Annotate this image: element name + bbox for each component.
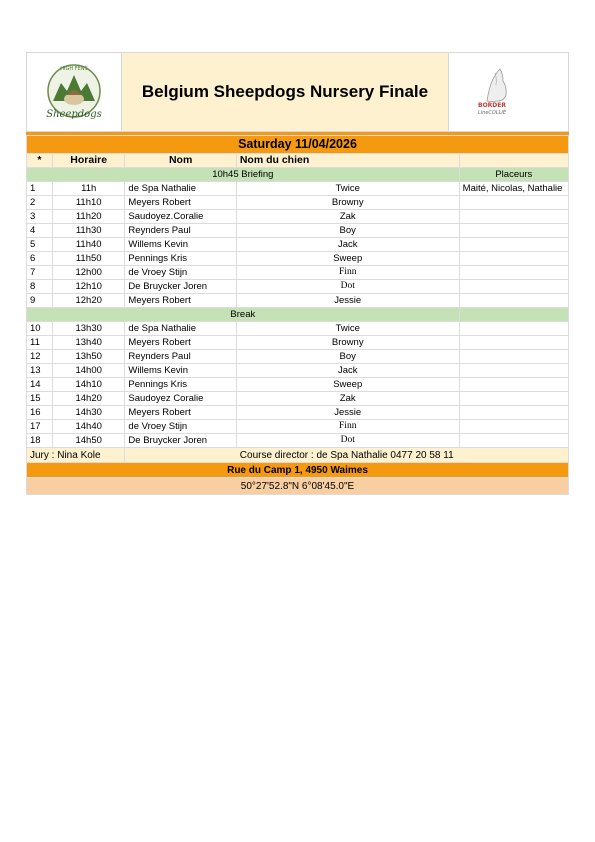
run-number: 8: [27, 280, 53, 294]
run-dog: Browny: [236, 196, 459, 210]
table-row: [27, 378, 569, 392]
col-handler: Nom: [125, 154, 236, 168]
run-time: 13h50: [52, 350, 124, 364]
placeurs-header: Placeurs: [459, 168, 568, 182]
table-row: [27, 280, 569, 294]
header-block: [26, 52, 569, 132]
run-number: 7: [27, 266, 53, 280]
run-handler: De Bruycker Joren: [125, 280, 236, 294]
run-dog: Dot: [236, 434, 459, 448]
run-number: 10: [27, 322, 53, 336]
placeurs-cell: [459, 420, 568, 434]
run-time: 11h20: [52, 210, 124, 224]
run-handler: Meyers Robert: [125, 294, 236, 308]
run-handler: Meyers Robert: [125, 406, 236, 420]
run-time: 12h10: [52, 280, 124, 294]
run-number: 17: [27, 420, 53, 434]
run-number: 4: [27, 224, 53, 238]
run-dog: Zak: [236, 392, 459, 406]
table-row: [27, 434, 569, 448]
placeurs-cell: [459, 294, 568, 308]
run-number: 3: [27, 210, 53, 224]
course-director-label: Course director : de Spa Nathalie 0477 20 58 11: [125, 448, 569, 463]
table-row: [27, 266, 569, 280]
run-dog: Dot: [236, 280, 459, 294]
table-row: [27, 294, 569, 308]
column-header-row: [27, 154, 569, 168]
run-handler: Pennings Kris: [125, 378, 236, 392]
run-handler: Pennings Kris: [125, 252, 236, 266]
run-number: 12: [27, 350, 53, 364]
briefing-label: 10h45 Briefing: [27, 168, 460, 182]
run-handler: De Bruycker Joren: [125, 434, 236, 448]
footer-coordinates-row: [27, 478, 569, 495]
table-row: [27, 196, 569, 210]
run-dog: Zak: [236, 210, 459, 224]
table-row: [27, 224, 569, 238]
run-dog: Twice: [236, 322, 459, 336]
run-dog: Boy: [236, 224, 459, 238]
coordinates-label: 50°27'52.8"N 6°08'45.0"E: [27, 478, 569, 495]
run-handler: Saudoyez Coralie: [125, 392, 236, 406]
run-handler: de Vroey Stijn: [125, 266, 236, 280]
page-title: Belgium Sheepdogs Nursery Finale: [122, 53, 449, 131]
run-dog: Browny: [236, 336, 459, 350]
run-handler: Reynders Paul: [125, 350, 236, 364]
run-number: 1: [27, 182, 53, 196]
run-handler: Willems Kevin: [125, 238, 236, 252]
run-dog: Sweep: [236, 378, 459, 392]
run-number: 15: [27, 392, 53, 406]
run-time: 14h20: [52, 392, 124, 406]
col-dog: Nom du chien: [236, 154, 459, 168]
run-number: 16: [27, 406, 53, 420]
placeurs-cell: [459, 196, 568, 210]
run-handler: Reynders Paul: [125, 224, 236, 238]
run-handler: Saudoyez.Coralie: [125, 210, 236, 224]
run-handler: Meyers Robert: [125, 336, 236, 350]
briefing-row: [27, 168, 569, 182]
run-time: 12h20: [52, 294, 124, 308]
placeurs-cell: [459, 266, 568, 280]
run-time: 14h50: [52, 434, 124, 448]
run-time: 14h30: [52, 406, 124, 420]
collie-logo-icon: [449, 53, 568, 131]
run-time: 11h: [52, 182, 124, 196]
address-label: Rue du Camp 1, 4950 Waimes: [27, 463, 569, 478]
table-row: [27, 406, 569, 420]
run-time: 14h40: [52, 420, 124, 434]
run-dog: Finn: [236, 420, 459, 434]
run-dog: Jack: [236, 238, 459, 252]
run-time: 11h10: [52, 196, 124, 210]
table-row: [27, 336, 569, 350]
run-time: 13h30: [52, 322, 124, 336]
svg-text:LineCOLLIE: LineCOLLIE: [478, 110, 507, 116]
placeurs-cell: [459, 350, 568, 364]
placeurs-cell: [459, 224, 568, 238]
run-time: 14h00: [52, 364, 124, 378]
placeurs-cell: [459, 238, 568, 252]
svg-text:BORDER: BORDER: [478, 102, 506, 109]
day-label: Saturday 11/04/2026: [27, 136, 569, 154]
high-fens-sheepdogs-logo: [27, 53, 122, 131]
placeurs-cell: [459, 392, 568, 406]
break-row: [27, 308, 569, 322]
run-number: 5: [27, 238, 53, 252]
run-number: 6: [27, 252, 53, 266]
border-line-collie-logo: [449, 53, 568, 131]
run-time: 11h50: [52, 252, 124, 266]
run-time: 11h30: [52, 224, 124, 238]
table-row: [27, 392, 569, 406]
run-handler: de Spa Nathalie: [125, 322, 236, 336]
svg-text:HIGH FENS: HIGH FENS: [60, 66, 88, 72]
footer-address-row: [27, 463, 569, 478]
run-time: 11h40: [52, 238, 124, 252]
run-handler: de Spa Nathalie: [125, 182, 236, 196]
run-number: 18: [27, 434, 53, 448]
day-row: [27, 136, 569, 154]
table-row: [27, 210, 569, 224]
run-handler: Willems Kevin: [125, 364, 236, 378]
table-row: [27, 350, 569, 364]
run-time: 13h40: [52, 336, 124, 350]
table-row: [27, 322, 569, 336]
placeurs-cell: [459, 280, 568, 294]
placeurs-cell: [459, 364, 568, 378]
run-dog: Sweep: [236, 252, 459, 266]
col-empty: [459, 154, 568, 168]
placeurs-cell: [459, 322, 568, 336]
jury-label: Jury : Nina Kole: [27, 448, 125, 463]
run-number: 14: [27, 378, 53, 392]
run-time: 12h00: [52, 266, 124, 280]
placeurs-cell: [459, 406, 568, 420]
footer-jury-row: [27, 448, 569, 463]
run-dog: Boy: [236, 350, 459, 364]
run-dog: Jessie: [236, 294, 459, 308]
run-handler: de Vroey Stijn: [125, 420, 236, 434]
table-row: [27, 420, 569, 434]
sheepdog-logo-icon: [27, 53, 121, 131]
run-dog: Jessie: [236, 406, 459, 420]
placeurs-cell: [459, 378, 568, 392]
run-dog: Jack: [236, 364, 459, 378]
table-row: [27, 238, 569, 252]
placeurs-cell: [459, 336, 568, 350]
placeurs-cell: [459, 210, 568, 224]
break-empty: [459, 308, 568, 322]
run-number: 11: [27, 336, 53, 350]
run-handler: Meyers Robert: [125, 196, 236, 210]
col-time: Horaire: [52, 154, 124, 168]
placeurs-cell: Maité, Nicolas, Nathalie: [459, 182, 568, 196]
table-row: [27, 182, 569, 196]
break-label: Break: [27, 308, 460, 322]
placeurs-cell: [459, 434, 568, 448]
run-dog: Finn: [236, 266, 459, 280]
schedule-table: [26, 135, 569, 495]
run-number: 13: [27, 364, 53, 378]
run-number: 2: [27, 196, 53, 210]
run-time: 14h10: [52, 378, 124, 392]
col-index: *: [27, 154, 53, 168]
table-row: [27, 364, 569, 378]
run-number: 9: [27, 294, 53, 308]
run-dog: Twice: [236, 182, 459, 196]
placeurs-cell: [459, 252, 568, 266]
table-row: [27, 252, 569, 266]
svg-text:Sheepdogs: Sheepdogs: [46, 109, 102, 120]
schedule-sheet: [26, 52, 569, 495]
